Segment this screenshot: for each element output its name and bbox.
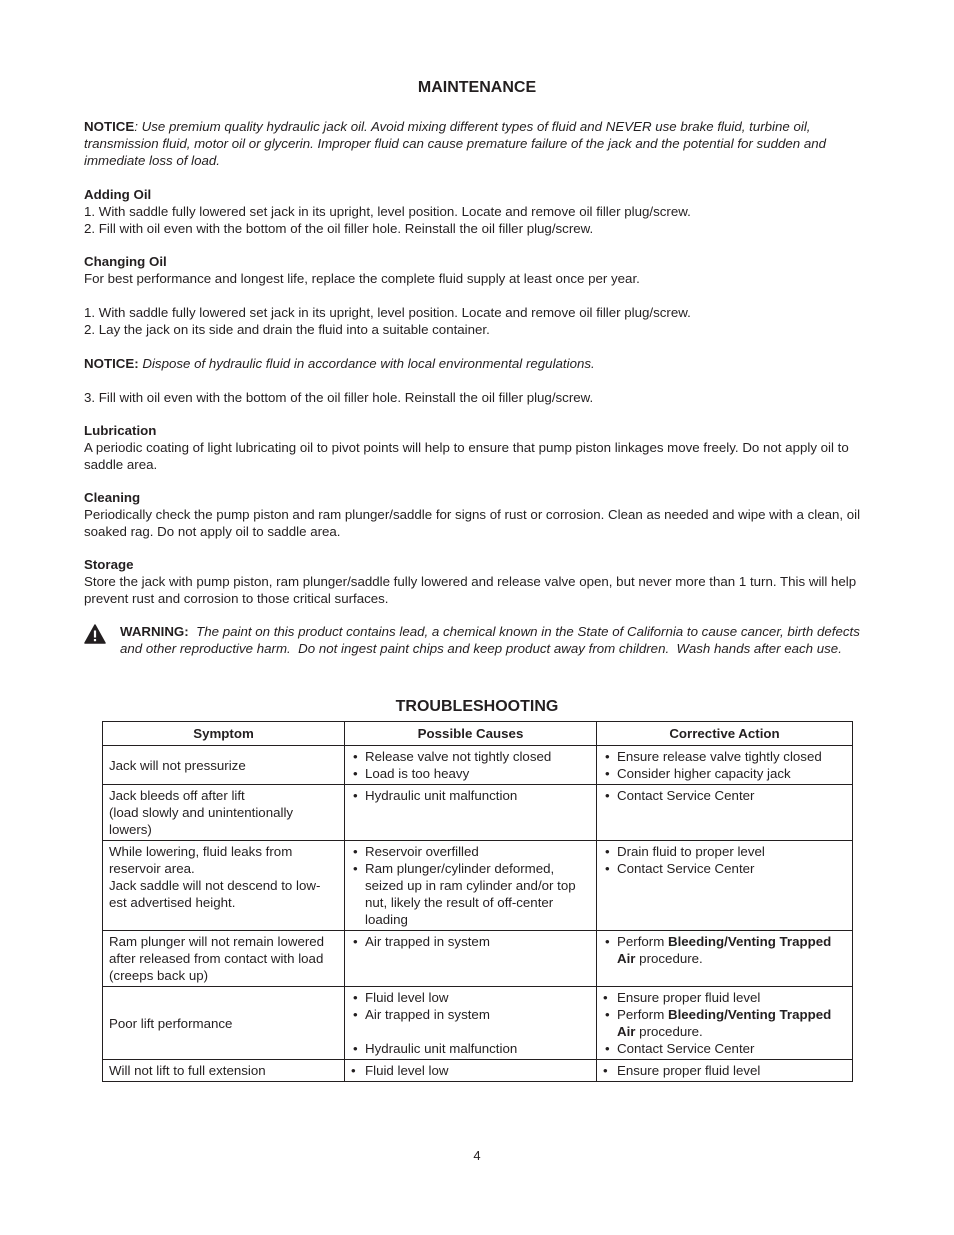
- notice-label: NOTICE: [84, 119, 135, 134]
- causes-cell: [345, 987, 597, 1060]
- actions-cell: [597, 746, 853, 785]
- action-item: [603, 1006, 846, 1040]
- action-item: • Contact Service Center: [603, 787, 846, 804]
- adding-oil-step-1: 1. With saddle fully lowered set jack in its upright, level position. Locate and remove oil filler plug/screw.: [84, 204, 691, 219]
- actions-cell: [597, 785, 853, 841]
- symptom-cell: Jack will not pressurize: [103, 746, 345, 785]
- cause-item: • Hydraulic unit malfunction: [351, 1040, 590, 1057]
- storage-section: [84, 556, 870, 607]
- action-text: Perform: [617, 1007, 668, 1022]
- symptom-line: Jack bleeds off after lift: [109, 788, 245, 803]
- oil-notice: [84, 118, 870, 169]
- action-item: • Drain fluid to proper level: [603, 843, 846, 860]
- changing-oil-heading: Changing Oil: [84, 254, 167, 269]
- actions-cell: [597, 841, 853, 931]
- cause-item: • Release valve not tightly closed: [351, 748, 590, 765]
- procedure-name: Bleeding/Venting Trapped Air: [617, 1007, 832, 1039]
- table-row: [103, 987, 853, 1060]
- symptom-line: Jack saddle will not descend to low-est advertised height.: [109, 878, 321, 910]
- cause-item: • Hydraulic unit malfunction: [351, 787, 590, 804]
- cleaning-text: Periodically check the pump piston and ram plunger/saddle for signs of rust or corrosion. Clean as needed and wipe with a clean, oil soaked rag. Do not apply oil to saddle area.: [84, 507, 861, 539]
- table-row: [103, 931, 853, 987]
- adding-oil-section: [84, 186, 870, 237]
- symptom-line: While lowering, fluid leaks from reservoir area.: [109, 844, 293, 876]
- notice-text: : Use premium quality hydraulic jack oil. Avoid mixing different types of fluid and NEVER use brake fluid, turbine oil, transmission fluid, motor oil or glycerin. Improper fluid can cause premature failure of the jack and the potential for sudden and immediate loss of load.: [84, 119, 827, 168]
- disposal-notice: [84, 355, 870, 372]
- cause-item: • Ram plunger/cylinder deformed, seized up in ram cylinder and/or top nut, likely the result of off-center loading: [351, 860, 590, 928]
- symptom-cell: Poor lift performance: [103, 987, 345, 1060]
- action-item: • Contact Service Center: [603, 860, 846, 877]
- warning-paragraph: [120, 623, 870, 657]
- changing-oil-step-1: 1. With saddle fully lowered set jack in its upright, level position. Locate and remove oil filler plug/screw.: [84, 305, 691, 320]
- table-row: [103, 785, 853, 841]
- header-symptom: Symptom: [103, 722, 345, 746]
- symptom-cell: Ram plunger will not remain lowered after released from contact with load (creeps back up): [103, 931, 345, 987]
- cause-item: • Air trapped in system: [351, 1006, 590, 1023]
- action-item: • Consider higher capacity jack: [603, 765, 846, 782]
- adding-oil-heading: Adding Oil: [84, 187, 152, 202]
- action-item: [603, 933, 846, 967]
- page-number: 4: [473, 1148, 481, 1163]
- cause-item: • Load is too heavy: [351, 765, 590, 782]
- table-row: [103, 1060, 853, 1082]
- table-row: [103, 746, 853, 785]
- symptom-cell: [103, 841, 345, 931]
- changing-oil-step-3: 3. Fill with oil even with the bottom of the oil filler hole. Reinstall the oil filler plug/screw.: [84, 390, 594, 405]
- causes-cell: [345, 1060, 597, 1082]
- symptom-line: (load slowly and unintentionally lowers): [109, 805, 294, 837]
- action-item: • Ensure proper fluid level: [603, 989, 846, 1006]
- disposal-notice-text: Dispose of hydraulic fluid in accordance with local environmental regulations.: [138, 356, 595, 371]
- storage-heading: Storage: [84, 557, 134, 572]
- action-text: procedure.: [635, 1024, 703, 1039]
- changing-oil-intro: For best performance and longest life, replace the complete fluid supply at least once per year.: [84, 271, 640, 286]
- lubrication-heading: Lubrication: [84, 423, 157, 438]
- changing-oil-step-2: 2. Lay the jack on its side and drain the fluid into a suitable container.: [84, 322, 490, 337]
- adding-oil-step-2: 2. Fill with oil even with the bottom of the oil filler hole. Reinstall the oil filler plug/screw.: [84, 221, 594, 236]
- maintenance-title: MAINTENANCE: [417, 79, 537, 96]
- table-header-row: [103, 722, 853, 746]
- actions-cell: [597, 1060, 853, 1082]
- action-item: • Ensure proper fluid level: [603, 1062, 846, 1079]
- cause-item: • Fluid level low: [351, 1062, 590, 1079]
- cause-spacer: [351, 1023, 590, 1040]
- symptom-cell: Will not lift to full extension: [103, 1060, 345, 1082]
- changing-oil-section: [84, 253, 870, 406]
- lubrication-section: [84, 422, 870, 473]
- lead-warning: [84, 623, 870, 657]
- disposal-notice-label: NOTICE:: [84, 356, 139, 371]
- cause-item: • Reservoir overfilled: [351, 843, 590, 860]
- procedure-name: Bleeding/Venting Trapped Air: [617, 934, 832, 966]
- action-text: Perform: [617, 934, 668, 949]
- troubleshooting-title: TROUBLESHOOTING: [395, 698, 559, 715]
- actions-cell: [597, 987, 853, 1060]
- actions-cell: [597, 931, 853, 987]
- causes-cell: [345, 841, 597, 931]
- warning-triangle-icon: [84, 624, 106, 644]
- action-item: • Contact Service Center: [603, 1040, 846, 1057]
- cause-item: • Fluid level low: [351, 989, 590, 1006]
- causes-cell: [345, 785, 597, 841]
- lubrication-text: A periodic coating of light lubricating oil to pivot points will help to ensure that pump piston linkages move freely. Do not apply oil to saddle area.: [84, 440, 849, 472]
- action-item: • Ensure release valve tightly closed: [603, 748, 846, 765]
- cleaning-heading: Cleaning: [84, 490, 141, 505]
- header-corrective-action: Corrective Action: [597, 722, 853, 746]
- causes-cell: [345, 931, 597, 987]
- header-possible-causes: Possible Causes: [345, 722, 597, 746]
- troubleshooting-table: [102, 721, 853, 1082]
- document-page: [84, 78, 870, 1082]
- storage-text: Store the jack with pump piston, ram plunger/saddle fully lowered and release valve open, but never more than 1 turn. This will help prevent rust and corrosion to those critical surfaces.: [84, 574, 857, 606]
- cleaning-section: [84, 489, 870, 540]
- action-text: procedure.: [635, 951, 703, 966]
- table-row: [103, 841, 853, 931]
- cause-item: • Air trapped in system: [351, 933, 590, 950]
- warning-text: The paint on this product contains lead, a chemical known in the State of California to cause cancer, birth defects and other reproductive harm. Do not ingest paint chips and keep product away from children. Wash hands after each use.: [120, 624, 864, 656]
- symptom-cell: [103, 785, 345, 841]
- warning-label: WARNING:: [120, 624, 189, 639]
- causes-cell: [345, 746, 597, 785]
